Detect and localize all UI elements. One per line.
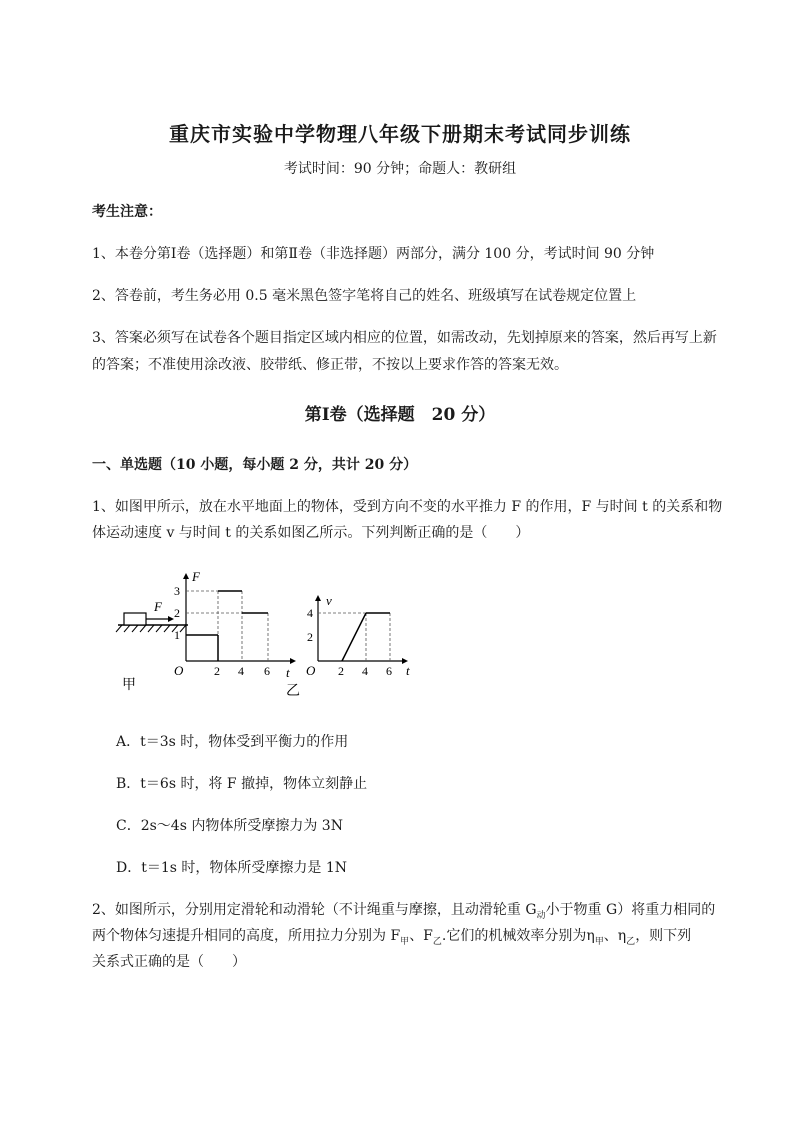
graph1-x-tick: 2 xyxy=(214,664,220,678)
question-1-line-2: 体运动速度 v 与时间 t 的关系如图乙所示。下列判断正确的是（ ） xyxy=(92,525,530,541)
graph2-y-tick: 2 xyxy=(307,630,313,644)
question-2-line-3: 关系式正确的是（ ） xyxy=(92,954,246,970)
graph1-y-tick: 1 xyxy=(174,628,180,642)
notice-item-2: 2、答卷前，考生务必用 0.5 毫米黑色签字笔将自己的姓名、班级填写在试卷规定位置上 xyxy=(92,288,637,304)
notice-item-3a: 3、答案必须写在试卷各个题目指定区域内相应的位置，如需改动，先划掉原来的答案，然后再写上新 xyxy=(92,330,717,346)
notice-heading: 考生注意： xyxy=(92,204,162,220)
page-title: 重庆市实验中学物理八年级下册期末考试同步训练 xyxy=(169,122,631,146)
question-1-figure xyxy=(110,565,430,705)
graph2-x-tick: 6 xyxy=(386,664,392,678)
question-2-line-1: 2、如图所示，分别用定滑轮和动滑轮（不计绳重与摩擦，且动滑轮重 $G_动$小于物重 G）将重力相同的 xyxy=(92,902,716,921)
subscript: 甲 xyxy=(594,936,604,947)
graph1-y-axis-label: F xyxy=(192,569,200,584)
option-c[interactable]: C．2s～4s 内物体所受摩擦力为 3N xyxy=(116,818,343,834)
part-heading: 一、单选题（10 小题，每小题 2 分，共计 20 分） xyxy=(92,457,418,473)
graph2-x-tick: 2 xyxy=(338,664,344,678)
graph2-x-tick: 4 xyxy=(362,664,368,678)
graph1-y-tick: 3 xyxy=(174,584,180,598)
question-2-line-2: 两个物体匀速提升相同的高度，所用拉力分别为 $F_甲$、$F_乙$.它们的机械效率分别为$\eta_甲$、$\eta_乙$，则下列 xyxy=(92,928,692,947)
option-a[interactable]: A．t＝3s 时，物体受到平衡力的作用 xyxy=(116,734,349,750)
figure-label-yi: 乙 xyxy=(286,684,300,699)
graph1-x-axis-label: t xyxy=(286,665,290,680)
figure-label-jia: 甲 xyxy=(122,678,136,693)
graph-velocity-time xyxy=(306,593,410,678)
subscript: 乙 xyxy=(432,936,442,947)
notice-item-3b: 的答案；不准使用涂改液、胶带纸、修正带，不按以上要求作答的答案无效。 xyxy=(92,357,568,373)
question-1-line-1: 1、如图甲所示，放在水平地面上的物体，受到方向不变的水平推力 F 的作用，F 与时间 t 的关系和物 xyxy=(92,499,723,515)
notice-item-1: 1、本卷分第Ⅰ卷（选择题）和第Ⅱ卷（非选择题）两部分，满分 100 分，考试时间 90 分钟 xyxy=(92,246,655,262)
graph1-origin: O xyxy=(174,663,184,678)
graph2-y-axis-label: v xyxy=(326,593,332,608)
graph1-x-tick: 6 xyxy=(264,664,270,678)
graph1-x-tick: 4 xyxy=(238,664,244,678)
subscript: 乙 xyxy=(626,936,636,947)
subscript: 甲 xyxy=(400,936,410,947)
section-title: 第Ⅰ卷（选择题 20 分） xyxy=(304,405,496,425)
graph2-y-tick: 4 xyxy=(307,606,313,620)
force-label: F xyxy=(154,599,162,614)
graph1-y-tick: 2 xyxy=(174,606,180,620)
subscript: 动 xyxy=(536,910,546,921)
option-b[interactable]: B．t＝6s 时，将 F 撤掉，物体立刻静止 xyxy=(116,776,368,792)
option-d[interactable]: D．t＝1s 时，物体所受摩擦力是 1N xyxy=(116,860,347,876)
graph2-x-axis-label: t xyxy=(406,663,410,678)
graph2-origin: O xyxy=(306,663,316,678)
graph-force-time xyxy=(174,569,300,699)
exam-info: 考试时间：90 分钟；命题人：教研组 xyxy=(283,161,517,177)
